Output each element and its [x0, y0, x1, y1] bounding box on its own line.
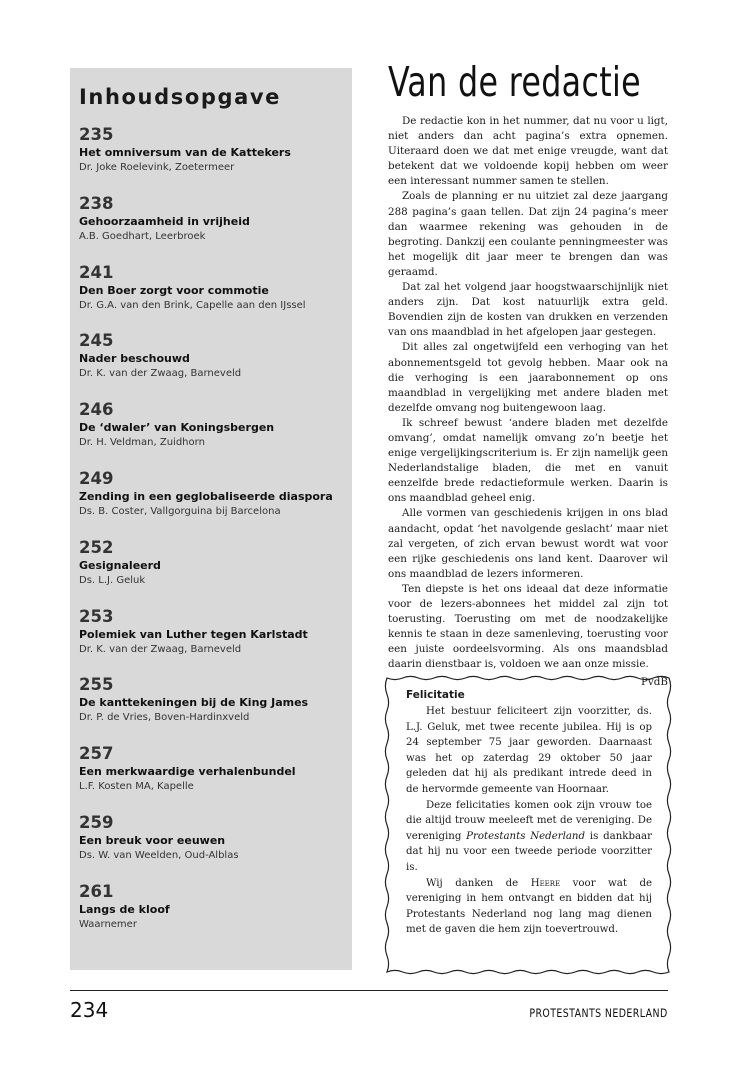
article-title: Van de redactie: [388, 58, 642, 106]
page-number: 234: [70, 998, 109, 1022]
text-span: is dankbaar dat hij nu voor een tweede periode voorzitter is.: [406, 830, 652, 873]
toc-entry[interactable]: [79, 607, 344, 676]
toc-entry[interactable]: [79, 469, 344, 538]
toc-page-number: 255: [79, 675, 114, 695]
toc-entry[interactable]: [79, 400, 344, 469]
toc-entry-author: L.F. Kosten MA, Kapelle: [79, 781, 194, 793]
toc-entry-title: Een breuk voor eeuwen: [79, 833, 226, 847]
toc-page-number: 261: [79, 881, 114, 901]
article-body: [388, 114, 668, 691]
toc-page-number: 252: [79, 537, 114, 557]
toc-entry[interactable]: [79, 744, 344, 813]
toc-entry-author: Dr. K. van der Zwaag, Barneveld: [79, 368, 242, 380]
felicitatie-title: Felicitatie: [406, 689, 465, 701]
toc-entry[interactable]: [79, 331, 344, 400]
toc-entry-title: Langs de kloof: [79, 902, 170, 916]
toc-entry[interactable]: [79, 263, 344, 332]
article-paragraph: Zoals de planning er nu uitziet zal deze jaargang 288 pagina’s gaan tellen. Dat zijn 24 pagina’s meer dan waarmee rekening was gehouden in de begroting. Dankzij een coulante penningmeester was het mogelijk dit jaar meer te brengen dan was geraamd.: [388, 190, 668, 278]
toc-entry-author: Ds. B. Coster, Vallgorguina bij Barcelona: [79, 505, 281, 517]
felicitatie-content: [406, 687, 652, 938]
toc-page-number: 253: [79, 606, 114, 626]
toc-page-number: 257: [79, 744, 114, 764]
toc-entry-author: Dr. G.A. van den Brink, Capelle aan den IJssel: [79, 299, 306, 311]
toc-entry-title: De ‘dwaler’ van Koningsbergen: [79, 421, 275, 435]
toc-entry[interactable]: [79, 675, 344, 744]
toc-entry[interactable]: [79, 125, 344, 194]
toc-entry-title: Gesignaleerd: [79, 558, 161, 572]
toc-entry-title: Het omniversum van de Kattekers: [79, 146, 291, 159]
felicitatie-box: [381, 672, 675, 978]
text-span: voor wat de vereniging in hem ontvangt en bidden dat hij Protestants Nederland nog lang mag dienen met de gaven die hem zijn toevertrouwd.: [406, 877, 652, 936]
toc-entry-title: Een merkwaardige verhalenbundel: [79, 765, 296, 779]
article-paragraph: Ik schreef bewust ‘andere bladen met dezelfde omvang’, omdat namelijk omvang zo’n beetje het enige vergelijkingscriterium is. Er zijn namelijk geen Nederlandstalige bladen, die met en vanuit eenzelfde brede redactieformule werken. Daarin is ons maandblad geheel enig.: [388, 416, 668, 505]
divine-name: Heere: [530, 877, 561, 889]
toc-title: Inhoudsopgave: [79, 85, 282, 109]
toc-page-number: 259: [79, 812, 114, 832]
article-paragraph: Dit alles zal ongetwijfeld een verhoging van het abonnementsgeld tot gevolg hebben. Maar ook na die verhoging is een jaarabonnement op ons maandblad in vergelijking met andere bladen met dezelfde omvang nog buitengewoon laag.: [388, 341, 668, 414]
toc-entry-author: Ds. W. van Weelden, Oud-Alblas: [79, 849, 239, 861]
toc-page-number: 245: [79, 331, 114, 351]
toc-entry[interactable]: [79, 882, 344, 951]
footer-rule: [70, 990, 668, 991]
toc-entry-title: Polemiek van Luther tegen Karlstadt: [79, 627, 308, 641]
felicitatie-paragraph: Het bestuur feliciteert zijn voorzitter, ds. L.J. Geluk, met twee recente jubilea. Hij is op 24 september 75 jaar geworden. Daarnaast was het op zaterdag 29 oktober 50 jaar geleden dat hij als predikant intrede deed in de hervormde gemeente van Hoornaar.: [406, 706, 652, 795]
toc-entry-author: Dr. P. de Vries, Boven-Hardinxveld: [79, 712, 250, 724]
toc-page-number: 249: [79, 468, 114, 488]
toc-page-number: 246: [79, 400, 114, 420]
toc-entry-title: Gehoorzaamheid in vrijheid: [79, 214, 250, 228]
toc-entry-author: Ds. L.J. Geluk: [79, 574, 146, 586]
article-paragraph: Dat zal het volgend jaar hoogstwaarschijnlijk niet anders zijn. Dat kost natuurlijk extra geld. Bovendien zijn de kosten van drukken en verzenden van ons maandblad in het afgelopen jaar gestegen.: [388, 281, 668, 339]
text-span: Deze felicitaties komen ook zijn vrouw toe die altijd trouw meeleeft met de vereniging. De vereniging: [406, 799, 652, 842]
felicitatie-paragraph: [406, 798, 652, 876]
toc-entry-title: Den Boer zorgt voor commotie: [79, 283, 269, 297]
table-of-contents: [70, 68, 352, 970]
toc-entry[interactable]: [79, 194, 344, 263]
article-signature: PvdB: [640, 676, 668, 689]
toc-page-number: 235: [79, 125, 114, 144]
article-paragraph: De redactie kon in het nummer, dat nu voor u ligt, niet anders dan acht pagina’s extra opnemen. Uiteraard doen we dat met enige vreugde, want dat betekent dat we voldoende kopij hebben om weer een interessant nummer samen te stellen.: [388, 115, 668, 188]
footer-brand: PROTESTANTS NEDERLAND: [529, 1006, 668, 1020]
article-paragraph: Ten diepste is het ons ideaal dat deze informatie voor de lezers-abonnees het middel zal zijn tot toerusting. Toerusting om met de noodzakelijke kennis te staan in deze samenleving, toerusting voor een juiste oordeelsvorming. Als ons maandsblad daarin dienstbaar is, voldoen we aan onze missie.: [388, 582, 668, 671]
toc-page-number: 241: [79, 262, 114, 282]
toc-entry-title: De kanttekeningen bij de King James: [79, 696, 309, 710]
toc-entry[interactable]: [79, 813, 344, 882]
organization-name: Protestants Nederland: [466, 830, 586, 842]
toc-entry-author: Waarnemer: [79, 918, 137, 930]
felicitatie-paragraph: [406, 876, 652, 938]
article-paragraph: Alle vormen van geschiedenis krijgen in ons blad aandacht, opdat ‘het navolgende geslacht’ maar niet zal vergeten, of zich ervan bewust wordt wat voor een rijke geschiedenis ons land kent. Daarover wil ons maandblad de lezers informeren.: [388, 507, 668, 580]
toc-entry-author: Dr. Joke Roelevink, Zoetermeer: [79, 162, 235, 173]
toc-entry[interactable]: [79, 538, 344, 607]
toc-entry-author: Dr. K. van der Zwaag, Barneveld: [79, 643, 242, 655]
toc-page-number: 238: [79, 193, 114, 213]
toc-entry-title: Zending in een geglobaliseerde diaspora: [79, 489, 333, 503]
toc-entry-author: A.B. Goedhart, Leerbroek: [79, 230, 206, 242]
text-span: Wij danken de: [426, 877, 531, 889]
toc-entry-title: Nader beschouwd: [79, 352, 190, 366]
toc-entry-author: Dr. H. Veldman, Zuidhorn: [79, 437, 205, 449]
